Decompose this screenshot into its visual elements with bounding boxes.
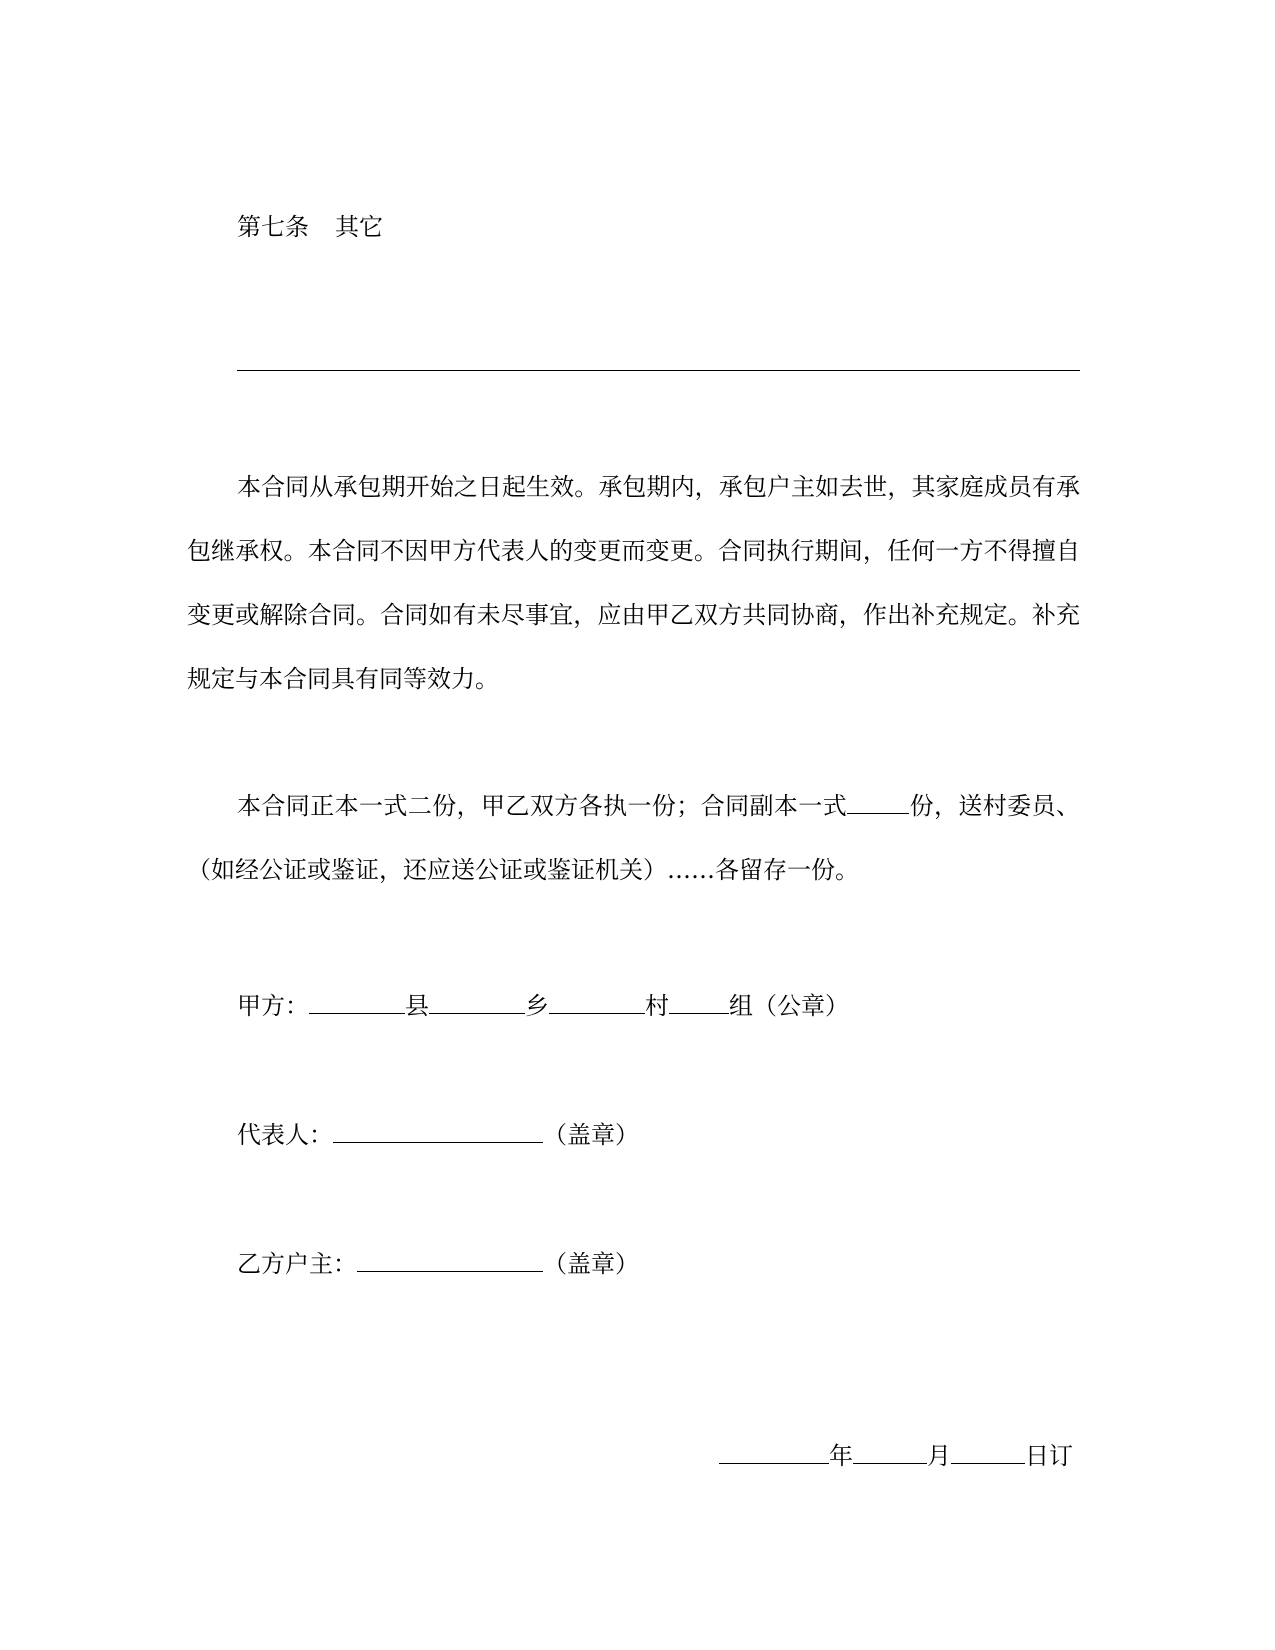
year-label: 年 (829, 1442, 853, 1470)
copies-text-start: 本合同正本一式二份，甲乙双方各执一份；合同副本一式 (237, 792, 848, 820)
year-blank[interactable] (719, 1441, 829, 1464)
party-b-label: 乙方户主： (237, 1250, 357, 1278)
signing-date-line (719, 1441, 1073, 1470)
village-blank[interactable] (549, 991, 645, 1014)
village-label: 村 (645, 992, 669, 1020)
representative-label: 代表人： (237, 1121, 333, 1149)
month-blank[interactable] (853, 1441, 927, 1464)
article-number: 第七条 (237, 213, 309, 241)
day-label: 日订 (1025, 1442, 1073, 1470)
day-blank[interactable] (951, 1441, 1025, 1464)
month-label: 月 (927, 1442, 951, 1470)
county-label: 县 (405, 992, 429, 1020)
county-blank[interactable] (309, 991, 405, 1014)
blank-fill-line (237, 370, 1080, 371)
copies-text-end: 份，送村委员、（如经公证或鉴证，还应送公证或鉴证机关）……各留存一份。 (187, 792, 1080, 884)
article-title: 其它 (335, 213, 383, 241)
party-a-line (237, 991, 849, 1020)
copies-paragraph (187, 774, 1080, 902)
party-a-label: 甲方： (237, 992, 309, 1020)
party-b-blank[interactable] (357, 1249, 543, 1272)
copies-count-blank[interactable] (847, 791, 909, 814)
group-label: 组（公章） (729, 992, 849, 1020)
township-label: 乡 (525, 992, 549, 1020)
group-blank[interactable] (669, 991, 729, 1014)
representative-line (237, 1120, 639, 1149)
effectiveness-paragraph: 本合同从承包期开始之日起生效。承包期内，承包户主如去世，其家庭成员有承包继承权。本合同不因甲方代表人的变更而变更。合同执行期间，任何一方不得擅自变更或解除合同。合同如有未尽事宜，应由甲乙双方共同协商，作出补充规定。补充规定与本合同具有同等效力。 (187, 473, 1080, 693)
representative-blank[interactable] (333, 1120, 543, 1143)
township-blank[interactable] (429, 991, 525, 1014)
party-b-seal: （盖章） (543, 1250, 639, 1278)
representative-seal: （盖章） (543, 1121, 639, 1149)
article-heading (237, 213, 383, 241)
party-b-line (237, 1249, 639, 1278)
